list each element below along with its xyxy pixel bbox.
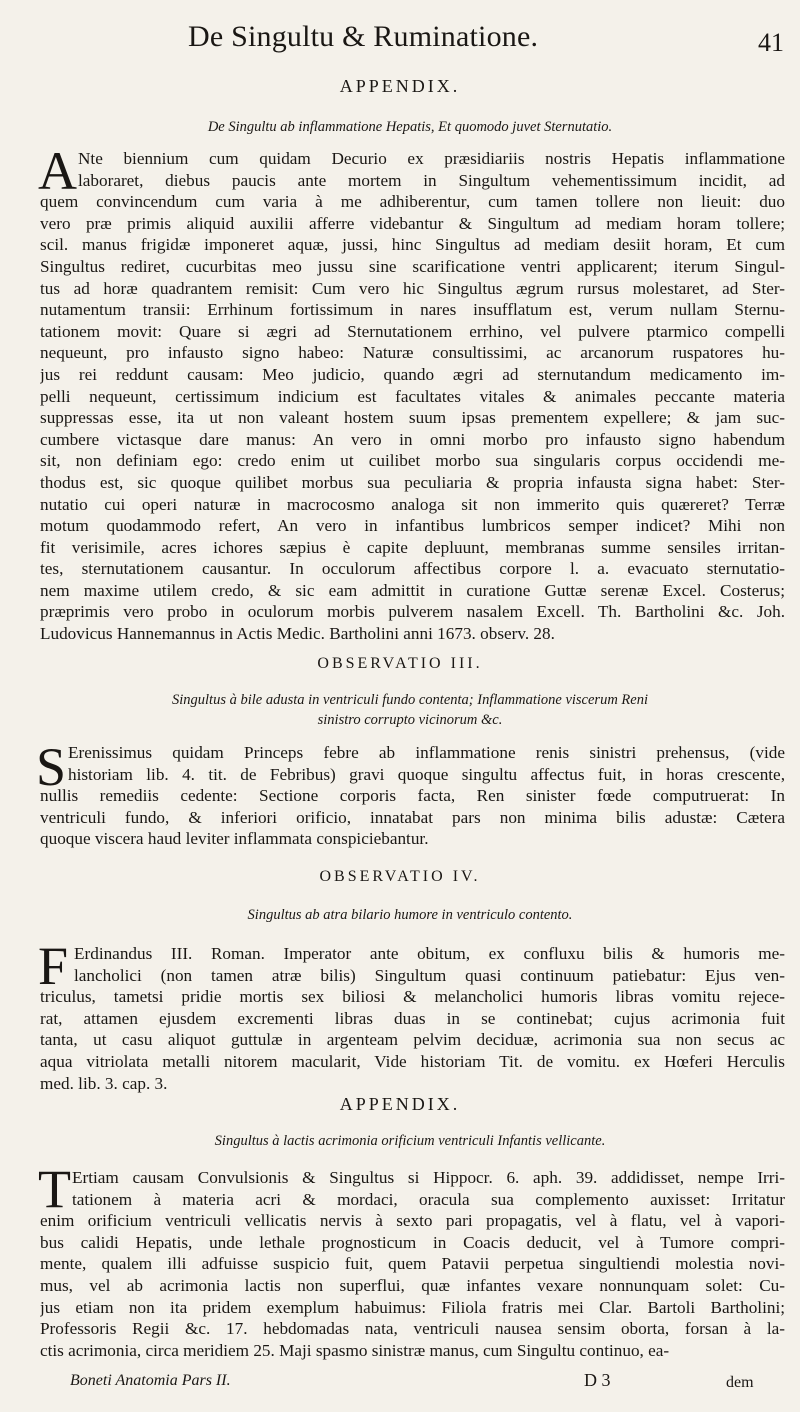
text-line: præprimis vero probo in oculorum morbis pulverem nasalem Excell. Th. Bartholini &c. Joh. xyxy=(40,602,785,622)
text-line: Ludovicus Hannemannus in Actis Medic. Bartholini anni 1673. observ. 28. xyxy=(40,624,555,644)
text-line: suppressas esse, ita ut non valeant hostem suum ipsas prementem expellere; & jam suc- xyxy=(40,408,785,428)
signature-mark: D 3 xyxy=(584,1370,611,1390)
text-line: Nte biennium cum quidam Decurio ex præsidiariis nostris Hepatis inflammatione xyxy=(78,149,785,168)
text-line: Singultus rediret, cucurbitas meo jussu sine scarificatione ventri applicarent; iterum Singul- xyxy=(40,256,785,276)
text-line: tus ad horæ quadrantem remisit: Cum vero hic Singultus ægrum rursus molestaret, ad Ster- xyxy=(40,278,785,298)
text-line: nutatio cui operi naturæ in macrocosmo analoga sit non immerito quis quæreret? Terræ xyxy=(40,494,785,514)
text-line: Erenissimus quidam Princeps febre ab inflammatione renis sinistri prehensus, (vide xyxy=(68,743,785,762)
section-heading: APPENDIX. xyxy=(339,1094,461,1114)
section-subtitle: Singultus ab atra bilario humore in ventriculo contento. xyxy=(247,907,573,923)
text-line: tanta, ut casu aliquot guttulæ in argenteam pelvim deciduæ, acrimonia sua non secus ac xyxy=(40,1030,785,1050)
text-line: Professoris Regii &c. 17. hebdomadas nata, ventriculi nausea sensim oborta, forsan à la- xyxy=(40,1319,785,1339)
text-line: nem maxime utilem credo, & sic eam admittit in curatione Guttæ serenæ Excel. Costerus; xyxy=(40,580,785,600)
text-line: aqua vitriolata metalli nitorem macularit, Vide historiam Tit. de vomitu. ex Hœferi Herculis xyxy=(40,1051,785,1071)
text-line: cumbere victasque dare manus: An vero in omni morbo pro infausto signo habendum xyxy=(40,429,785,449)
text-line: ctis acrimonia, circa meridiem 25. Maji spasmo sinistræ manus, cum Singultu continuo, ea- xyxy=(40,1340,670,1360)
text-line: thodus est, sic quoque quilibet morbus sua peculiaria & propria infausta signa habet: Ster- xyxy=(40,472,785,492)
body-paragraph xyxy=(40,742,785,850)
text-line: quem convincendum cum varia à me adhiberentur, cum tamen tollere non lieuit: duo xyxy=(40,192,785,212)
text-line: nullis remediis cedente: Sectione corporis facta, Ren sinister fœde computruerat: In xyxy=(40,786,785,806)
text-line: rat, attamen ejusdem excrementi libras duas in se continebat; cujus acrimonia fuit xyxy=(40,1008,785,1028)
text-line: jus rei reddunt causam: Meo judicio, quando ægri ad sternutandum medicamento im- xyxy=(40,364,785,384)
running-head xyxy=(0,14,800,64)
footer-title: Boneti Anatomia Pars II. xyxy=(70,1372,231,1389)
text-line: jus etiam non ita pridem exemplum habuimus: Filiola fratris mei Clar. Bartoli Bartholini; xyxy=(40,1297,785,1317)
text-line: sit, non definiam ego: credo enim ut cuilibet morbo sua singularis corpus occidendi me- xyxy=(40,451,785,471)
body-paragraph xyxy=(40,1167,785,1361)
drop-cap: F xyxy=(38,936,69,996)
body-paragraph xyxy=(40,148,785,645)
text-line: tes, sternutationem causantur. In occulorum affectibus corpore l. a. evacuato sternutatio- xyxy=(40,559,785,579)
text-line: nequeunt, pro infausto signo habeo: Naturæ consultissimi, ac arcanorum ruspatores hu- xyxy=(40,343,785,363)
section-heading: OBSERVATIO III. xyxy=(317,655,483,672)
text-line: bus calidi Hepatis, unde lethale prognosticum in Coacis deducit, vel à Tumore compri- xyxy=(40,1232,785,1252)
subtitle-line: sinistro corrupto vicinorum &c. xyxy=(317,712,503,728)
text-line: vero præ primis aliquid auxilii afferre videbantur & Singultum ad mediam horam tollere; xyxy=(40,213,785,233)
drop-cap: A xyxy=(38,141,77,201)
text-line: tationem movit: Quare si ægri ad Sternutationem errhino, vel pulvere ptarmico compelli xyxy=(40,321,785,341)
catchword: dem xyxy=(726,1374,754,1391)
text-line: scil. manus frigidæ imponeret aquæ, jussi, hinc Singultus ad mediam desiit horam, Et cum xyxy=(40,235,785,255)
text-line: motum quodammodo refert, An vero in infantibus lumbricos semper indicet? Mihi non xyxy=(40,516,785,536)
section-subtitle: Singultus à lactis acrimonia orificium ventriculi Infantis vellicante. xyxy=(214,1133,606,1149)
drop-cap: T xyxy=(38,1159,71,1219)
text-line: tationem à materia acri & mordaci, oracula sua complemento auxisset: Irritatur xyxy=(72,1189,785,1209)
section-heading: APPENDIX. xyxy=(339,76,461,96)
text-line: pelli nequeunt, certissimum indicium est facultates vitales & animales peccante materia xyxy=(40,386,785,406)
section-heading: OBSERVATIO IV. xyxy=(319,868,481,885)
running-title: De Singultu & Ruminatione. xyxy=(188,20,539,53)
text-line: med. lib. 3. cap. 3. xyxy=(40,1073,168,1093)
text-line: enim orificium ventriculi vellicatis nervis à sexto pari propagatis, vel à flatu, vel à vapori- xyxy=(40,1211,785,1231)
text-line: Ertiam causam Convulsionis & Singultus si Hippocr. 6. aph. 39. addidisset, nempe Irri- xyxy=(72,1168,785,1187)
page-footer xyxy=(0,1366,800,1406)
text-line: Erdinandus III. Roman. Imperator ante obitum, ex confluxu bilis & humoris me- xyxy=(74,944,785,963)
body-paragraph xyxy=(40,943,785,1094)
page-number: 41 xyxy=(758,28,784,57)
text-line: lancholici (non tamen atræ bilis) Singultum quasi continuum patiebatur: Ejus ven- xyxy=(74,965,785,985)
text-line: ventriculi fundo, & inferiori orificio, innatabat pars non minima bilis adustæ: Cætera xyxy=(40,807,785,827)
text-line: historiam lib. 4. tit. de Febribus) gravi quoque singultu affectus fuit, in horas crescente, xyxy=(68,764,785,784)
section-subtitle xyxy=(60,690,760,730)
text-line: laboraret, diebus paucis ante mortem in Singultum vehementissimum incidit, ad xyxy=(78,170,785,190)
text-line: mente, qualem illi adfuisse suspicio fuit, quem Patavii perpetua singultiendi molestia novi- xyxy=(40,1254,785,1274)
text-line: quoque viscera haud leviter inflammata conspiciebantur. xyxy=(40,829,429,849)
text-line: mus, vel ab acrimonia lactis non superflui, quæ infantes vexare nonnunquam solet: Cu- xyxy=(40,1275,785,1295)
section-subtitle: De Singultu ab inflammatione Hepatis, Et quomodo juvet Sternutatio. xyxy=(207,119,613,135)
text-line: nutamentum transii: Errhinum fortissimum in nares insufflatum est, verum nullam Sternu- xyxy=(40,300,785,320)
drop-cap: S xyxy=(36,737,67,797)
text-line: fit verisimile, acres ichores sæpius è capite depluunt, membranas summe sensiles irritan- xyxy=(40,537,785,557)
text-line: triculus, tametsi pridie mortis sex biliosi & melancholici humoris libras vomitu rejece- xyxy=(40,987,785,1007)
subtitle-line: Singultus à bile adusta in ventriculi fundo contenta; Inflammatione viscerum Reni xyxy=(171,692,648,708)
